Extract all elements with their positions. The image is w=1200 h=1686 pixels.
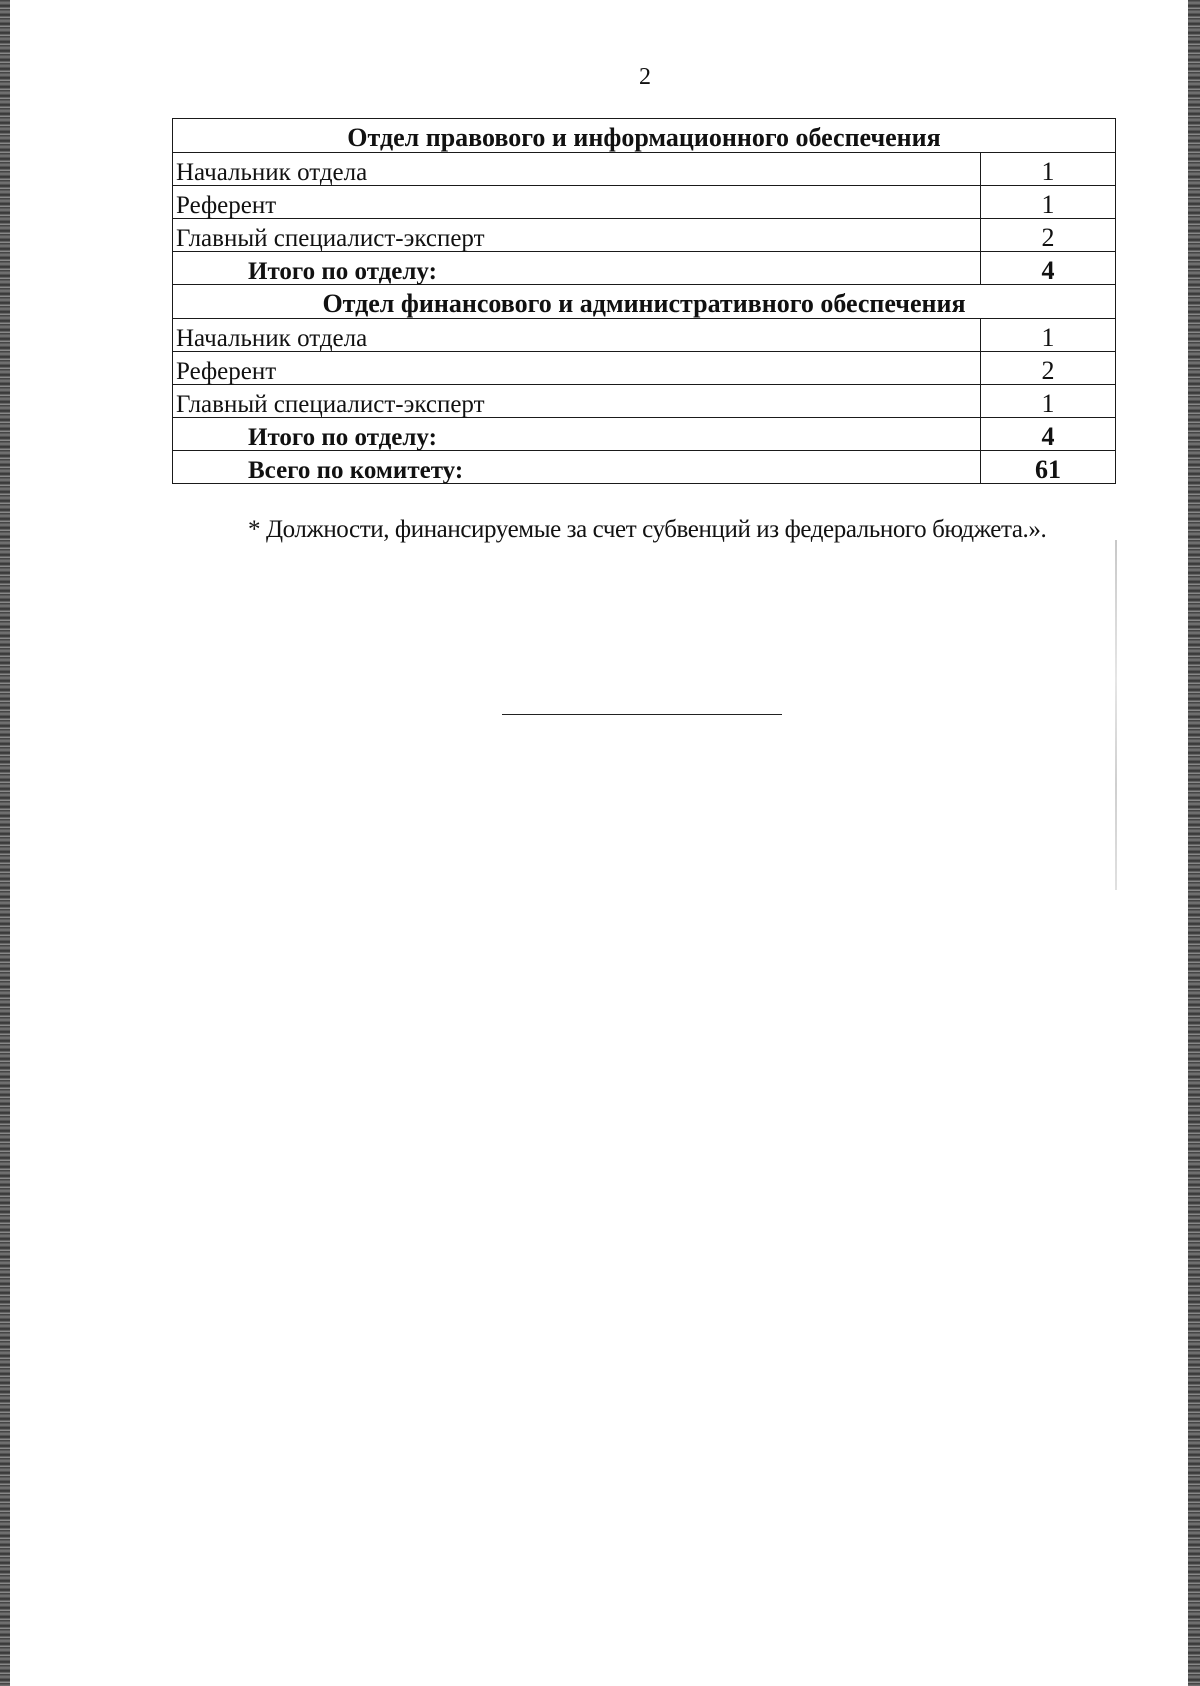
- end-rule: [502, 714, 782, 715]
- section-header-row: [173, 119, 1116, 153]
- table-row: [173, 319, 1116, 352]
- table-row: [173, 352, 1116, 385]
- position-cell: Референт: [173, 352, 981, 385]
- grand-total-label: Всего по комитету:: [173, 451, 981, 484]
- count-cell: 1: [981, 385, 1116, 418]
- count-cell: 1: [981, 153, 1116, 186]
- table-row: [173, 153, 1116, 186]
- section-title: Отдел финансового и административного обеспечения: [173, 285, 1116, 319]
- position-cell: Главный специалист-эксперт: [173, 219, 981, 252]
- position-cell: Начальник отдела: [173, 319, 981, 352]
- page-number: 2: [639, 64, 651, 90]
- section-total-count: 4: [981, 418, 1116, 451]
- section-total-label: Итого по отделу:: [173, 252, 981, 285]
- section-title: Отдел правового и информационного обеспечения: [173, 119, 1116, 153]
- scan-edge-left: [0, 0, 10, 1686]
- position-cell: Начальник отдела: [173, 153, 981, 186]
- table-row: [173, 385, 1116, 418]
- staff-table: [172, 118, 1116, 484]
- count-cell: 2: [981, 219, 1116, 252]
- table-row: [173, 219, 1116, 252]
- count-cell: 2: [981, 352, 1116, 385]
- grand-total-count: 61: [981, 451, 1116, 484]
- section-total-row: [173, 418, 1116, 451]
- position-cell: Референт: [173, 186, 981, 219]
- position-cell: Главный специалист-эксперт: [173, 385, 981, 418]
- scan-edge-right: [1188, 0, 1200, 1686]
- section-header-row: [173, 285, 1116, 319]
- grand-total-row: [173, 451, 1116, 484]
- footnote: * Должности, финансируемые за счет субвенций из федерального бюджета.».: [248, 516, 1047, 543]
- table-row: [173, 186, 1116, 219]
- scan-artifact-line: [1115, 540, 1117, 890]
- count-cell: 1: [981, 319, 1116, 352]
- section-total-row: [173, 252, 1116, 285]
- section-total-label: Итого по отделу:: [173, 418, 981, 451]
- count-cell: 1: [981, 186, 1116, 219]
- section-total-count: 4: [981, 252, 1116, 285]
